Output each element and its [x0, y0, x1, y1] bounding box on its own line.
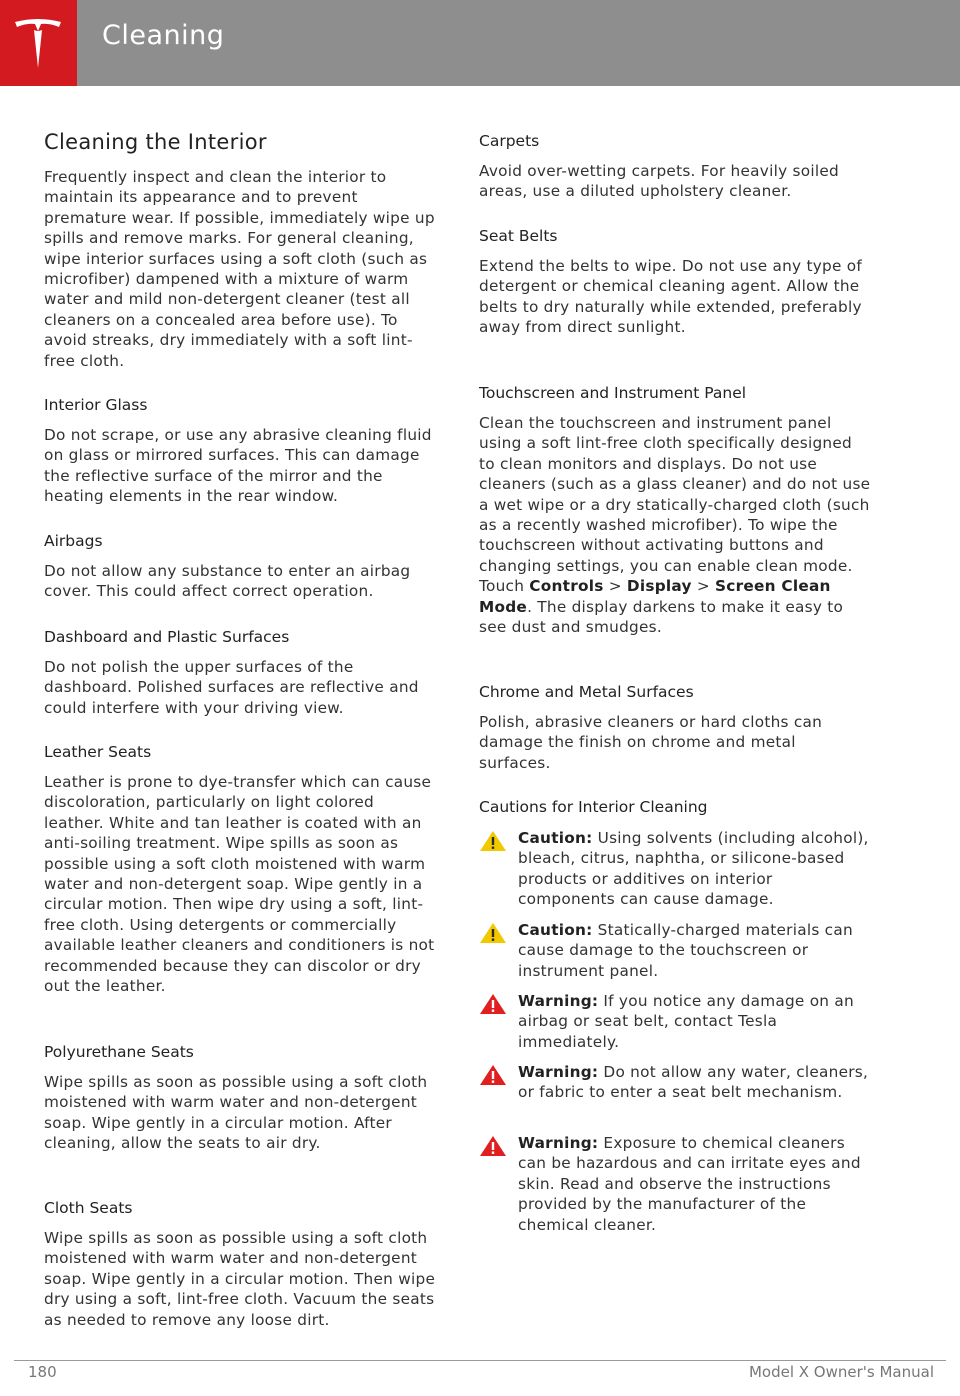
touchscreen-text-1: Clean the touchscreen and instrument panel using a soft lint-free cloth specifically designed to clean monitors and displays. Do not use cleaners (such as a glass cleaner) and do not use a wet wipe or a dry statically-charged cloth (such as a recently washed microfiber). To wipe the touchscreen without activating buttons and changing settings, you can enable clean mode. Touch	[479, 414, 871, 596]
heading-airbags: Airbags	[44, 532, 103, 550]
heading-dashboard: Dashboard and Plastic Surfaces	[44, 628, 290, 646]
body-cloth-seats: Wipe spills as soon as possible using a soft cloth moistened with warm water and non-detergent soap. Wipe gently in a circular motion. Then wipe dry using a soft, lint-free cloth. Vacuum the seats as needed to remove any loose dirt.	[44, 1229, 436, 1329]
page-header	[0, 0, 960, 86]
body-airbags: Do not allow any substance to enter an airbag cover. This could affect correct operation.	[44, 562, 411, 601]
body-leather-seats: Leather is prone to dye-transfer which can cause discoloration, particularly on light colored leather. White and tan leather is coated with an anti-soiling treatment. Wipe spills as soon as possible using a soft cloth moistened with warm water and non-detergent soap. Wipe gently in a circular motion. Then wipe dry using a soft, lint-free cloth. Using detergents or commercially available leather cleaners and conditioners is not recommended because they can discolor or dry out the leather.	[44, 773, 435, 996]
caution-text: Caution: Statically-charged materials can cause damage to the touchscreen or instrument panel.	[518, 921, 853, 980]
heading-seat-belts: Seat Belts	[479, 227, 558, 245]
warning-icon	[479, 1135, 507, 1157]
caution-text: Caution: Using solvents (including alcohol), bleach, citrus, naphtha, or silicone-based products or additives on interior components can cause damage.	[518, 829, 869, 909]
warning-text: Warning: If you notice any damage on an airbag or seat belt, contact Tesla immediately.	[518, 992, 854, 1051]
touchscreen-text-2: . The display darkens to make it easy to see dust and smudges.	[479, 597, 844, 637]
warning-icon	[479, 1064, 507, 1086]
warning-text: Warning: Exposure to chemical cleaners can be hazardous and can irritate eyes and skin. Read and observe the instructions provided by the manufacturer of the chemical cleaner.	[518, 1134, 861, 1234]
heading-cloth-seats: Cloth Seats	[44, 1199, 133, 1217]
body-touchscreen	[479, 413, 871, 637]
tesla-logo	[0, 0, 77, 86]
body-seat-belts: Extend the belts to wipe. Do not use any type of detergent or chemical cleaning agent. Allow the belts to dry naturally while extended, preferably away from direct sunlight.	[479, 257, 863, 337]
heading-cautions: Cautions for Interior Cleaning	[479, 798, 708, 816]
section-title: Cleaning the Interior	[44, 130, 267, 154]
caution-icon	[479, 830, 507, 852]
menu-display: Display	[626, 577, 692, 596]
tesla-logo-icon	[13, 18, 63, 70]
menu-separator: >	[603, 577, 627, 596]
body-carpets: Avoid over-wetting carpets. For heavily soiled areas, use a diluted upholstery cleaner.	[479, 162, 839, 201]
heading-carpets: Carpets	[479, 132, 540, 150]
body-polyurethane-seats: Wipe spills as soon as possible using a soft cloth moistened with warm water and non-detergent soap. Wipe gently in a circular motion. After cleaning, allow the seats to air dry.	[44, 1073, 428, 1153]
warning-text: Warning: Do not allow any water, cleaners, or fabric to enter a seat belt mechanism.	[518, 1063, 869, 1102]
warning-icon	[479, 993, 507, 1015]
intro-paragraph: Frequently inspect and clean the interior to maintain its appearance and to prevent premature wear. If possible, immediately wipe up spills and remove marks. For general cleaning, wipe interior surfaces using a soft cloth (such as microfiber) dampened with a mixture of warm water and mild non-detergent cleaner (test all cleaners on a concealed area before use). To avoid streaks, dry immediately with a soft lint-free cloth.	[44, 168, 435, 370]
body-dashboard: Do not polish the upper surfaces of the dashboard. Polished surfaces are reflective and could interfere with your driving view.	[44, 658, 419, 717]
heading-interior-glass: Interior Glass	[44, 396, 148, 414]
manual-title: Model X Owner's Manual	[748, 1363, 934, 1381]
menu-separator: >	[691, 577, 716, 596]
page-number: 180	[28, 1363, 57, 1381]
heading-leather-seats: Leather Seats	[44, 743, 152, 761]
heading-polyurethane-seats: Polyurethane Seats	[44, 1043, 194, 1061]
footer-divider	[14, 1360, 946, 1361]
menu-screen-clean-mode: Screen Clean Mode	[479, 577, 831, 616]
body-chrome-metal: Polish, abrasive cleaners or hard cloths can damage the finish on chrome and metal surfaces.	[479, 713, 823, 772]
page-title: Cleaning	[102, 20, 225, 51]
heading-chrome-metal: Chrome and Metal Surfaces	[479, 683, 694, 701]
body-interior-glass: Do not scrape, or use any abrasive cleaning fluid on glass or mirrored surfaces. This can damage the reflective surface of the mirror and the heating elements in the rear window.	[44, 426, 432, 506]
caution-icon	[479, 922, 507, 944]
heading-touchscreen: Touchscreen and Instrument Panel	[479, 384, 747, 402]
menu-controls: Controls	[529, 577, 604, 596]
